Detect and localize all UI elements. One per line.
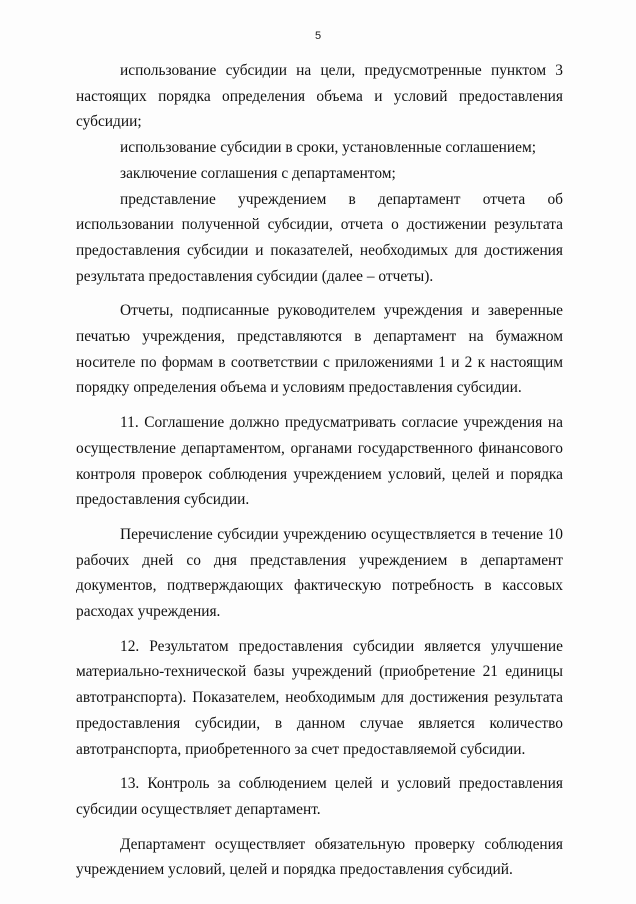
paragraph-clause-13: 13. Контроль за соблюдением целей и условий предоставления субсидии осуществляет департамент.: [76, 775, 563, 818]
paragraph-report-submission: представление учреждением в департамент отчета об использовании полученной субсидии, отчета о достижении результата предоставления субсидии и показателей, необходимых для достижения результата предоставления субсидии (далее – отчеты).: [76, 190, 563, 285]
paragraph-clause-12: 12. Результатом предоставления субсидии является улучшение материально-технической базы учреждений (приобретение 21 единицы автотранспорта). Показателем, необходимым для достижения результата предоставления субсидии, в данном случае является количество автотранспорта, приобретенного за счет предоставляемой субсидии.: [76, 637, 563, 758]
page-number: 5: [314, 30, 322, 42]
paragraph-clause-11: 11. Соглашение должно предусматривать согласие учреждения на осуществление департаментом, органами государственного финансового контроля проверок соблюдения учреждением условий, целей и порядка предоставления субсидии.: [76, 414, 563, 509]
paragraph-subsidy-transfer: Перечисление субсидии учреждению осуществляется в течение 10 рабочих дней со дня представления учреждением в департамент документов, подтверждающих фактическую потребность в кассовых расходах учреждения.: [76, 525, 563, 621]
paragraph-subsidy-usage-purpose: использование субсидии на цели, предусмотренные пунктом 3 настоящих порядка определения объема и условий предоставления субсидии;: [76, 62, 563, 131]
document-body: [76, 58, 563, 883]
paragraph-reports-signed: Отчеты, подписанные руководителем учреждения и заверенные печатью учреждения, представляются в департамент на бумажном носителе по формам в соответствии с приложениями 1 и 2 к настоящим порядку определения объема и условиям предоставления субсидии.: [76, 302, 563, 397]
paragraph-agreement-conclusion: заключение соглашения с департаментом;: [120, 164, 396, 182]
paragraph-subsidy-usage-terms: использование субсидии в сроки, установленные соглашением;: [120, 139, 536, 157]
paragraph-department-check: Департамент осуществляет обязательную проверку соблюдения учреждением условий, целей и порядка предоставления субсидий.: [76, 835, 563, 879]
